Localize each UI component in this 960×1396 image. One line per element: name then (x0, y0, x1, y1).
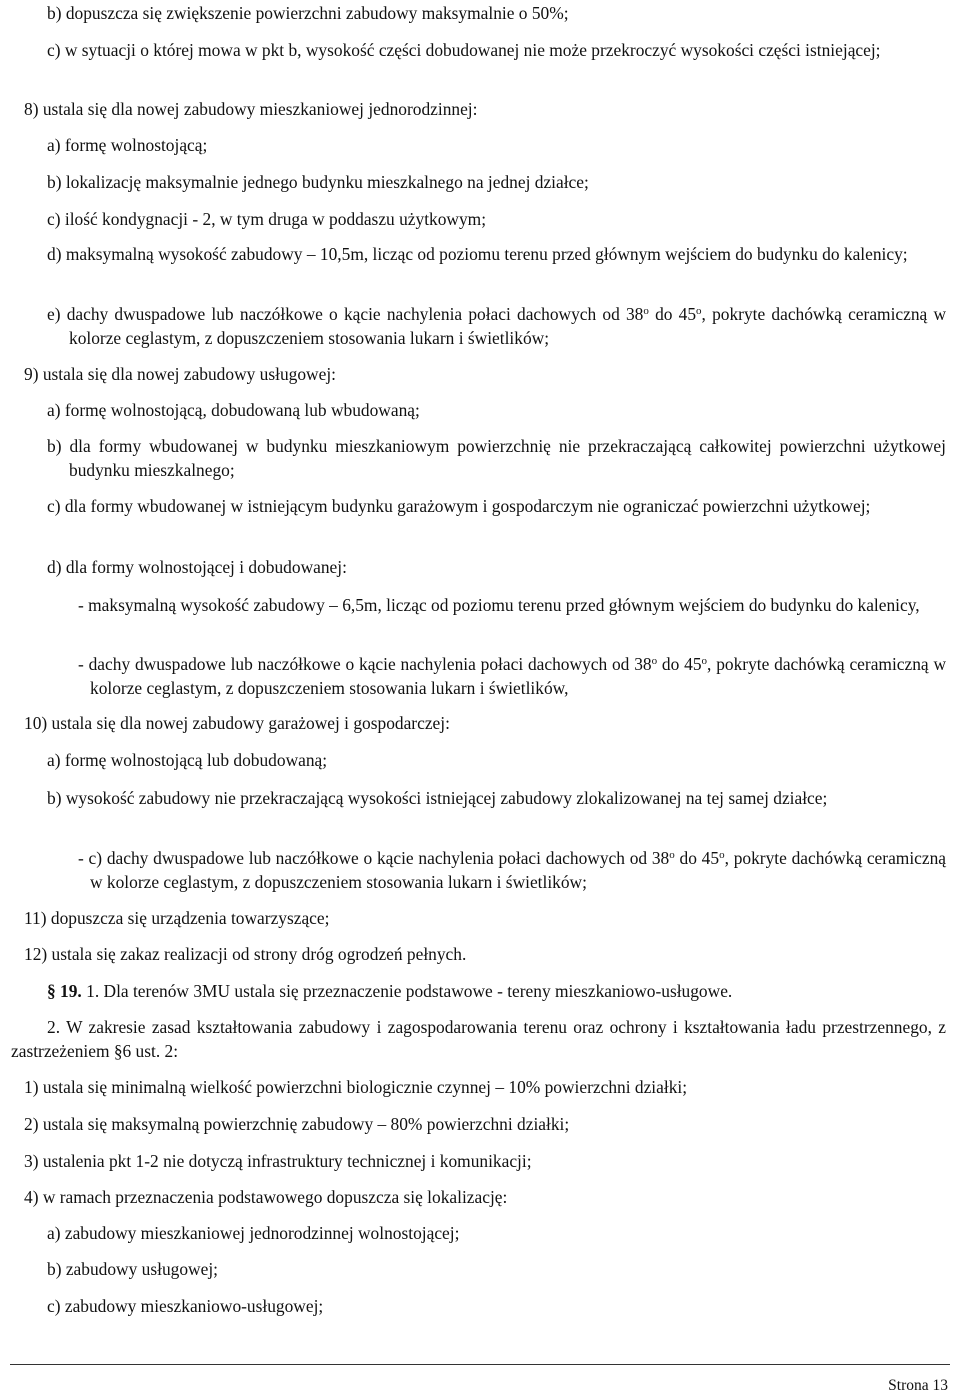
paragraph-9d: d) dla formy wolnostojącej i dobudowanej: (47, 557, 347, 577)
paragraph-11: 11) dopuszcza się urządzenia towarzyszące; (24, 908, 330, 928)
paragraph-10c-roofs: - c) dachy dwuspadowe lub naczółkowe o kącie nachylenia połaci dachowych od 38$^o$ do 45$^o$, pokryte dachówką ceramiczną w kolorze ceglastym, z dopuszczeniem stosowania lukarn i świetlików; (78, 848, 947, 892)
paragraph-19-4c: c) zabudowy mieszkaniowo-usługowej; (47, 1296, 324, 1316)
section-number: § 19. (47, 981, 82, 1001)
paragraph-b-area-increase: b) dopuszcza się zwiększenie powierzchni zabudowy maksymalnie o 50%; (47, 3, 569, 23)
paragraph-12: 12) ustala się zakaz realizacji od strony dróg ogrodzeń pełnych. (24, 944, 467, 964)
paragraph-19-4: 4) w ramach przeznaczenia podstawowego dopuszcza się lokalizację: (24, 1187, 508, 1207)
section-19-heading: § 19. 1. Dla terenów 3MU ustala się przeznaczenie podstawowe - tereny mieszkaniowo-usługowe. (47, 981, 733, 1001)
paragraph-8e: e) dachy dwuspadowe lub naczółkowe o kącie nachylenia połaci dachowych od 38$^o$ do 45$^o$, pokryte dachówką ceramiczną w kolorze ceglastym, z dopuszczeniem stosowania lukarn i świetlików; (47, 304, 946, 348)
footer-divider (10, 1364, 950, 1365)
paragraph-8c: c) ilość kondygnacji - 2, w tym druga w poddaszu użytkowym; (47, 209, 487, 229)
paragraph-19-3: 3) ustalenia pkt 1-2 nie dotyczą infrastruktury technicznej i komunikacji; (24, 1151, 532, 1171)
paragraph-19-1: 1) ustala się minimalną wielkość powierzchni biologicznie czynnej – 10% powierzchni działki; (24, 1077, 688, 1097)
paragraph-9a: a) formę wolnostojącą, dobudowaną lub wbudowaną; (47, 400, 420, 420)
paragraph-c-height-limit: c) w sytuacji o której mowa w pkt b, wysokość części dobudowanej nie może przekroczyć wysokości części istniejącej; (47, 40, 881, 60)
paragraph-9d-dash-height: - maksymalną wysokość zabudowy – 6,5m, licząc od poziomu terenu przed głównym wejściem do budynku do kalenicy, (78, 595, 920, 615)
paragraph-8a: a) formę wolnostojącą; (47, 135, 208, 155)
paragraph-10b: b) wysokość zabudowy nie przekraczającą wysokości istniejącej zabudowy zlokalizowanej na tej samej działce; (47, 788, 828, 808)
paragraph-8b: b) lokalizację maksymalnie jednego budynku mieszkalnego na jednej działce; (47, 172, 589, 192)
paragraph-10-garage: 10) ustala się dla nowej zabudowy garażowej i gospodarczej: (24, 713, 450, 733)
paragraph-8-single-family: 8) ustala się dla nowej zabudowy mieszkaniowej jednorodzinnej: (24, 99, 478, 119)
paragraph-9b: b) dla formy wbudowanej w budynku mieszkaniowym powierzchnię nie przekraczającą całkowitej powierzchni użytkowej budynku mieszkalnego; (47, 436, 946, 480)
paragraph-9c: c) dla formy wbudowanej w istniejącym budynku garażowym i gospodarczym nie ograniczać powierzchni użytkowej; (47, 496, 871, 516)
paragraph-9-services: 9) ustala się dla nowej zabudowy usługowej: (24, 364, 336, 384)
section-19-point-2: 2. W zakresie zasad kształtowania zabudowy i zagospodarowania terenu oraz ochrony i kształtowania ładu przestrzennego, z zastrzeżeniem §6 ust. 2: (11, 1017, 946, 1061)
paragraph-10a: a) formę wolnostojącą lub dobudowaną; (47, 750, 328, 770)
paragraph-19-2: 2) ustala się maksymalną powierzchnię zabudowy – 80% powierzchni działki; (24, 1114, 570, 1134)
page-number: Strona 13 (888, 1377, 948, 1394)
paragraph-19-4b: b) zabudowy usługowej; (47, 1259, 218, 1279)
paragraph-8d: d) maksymalną wysokość zabudowy – 10,5m, licząc od poziomu terenu przed głównym wejściem do budynku do kalenicy; (47, 244, 908, 264)
paragraph-9d-dash-roofs: - dachy dwuspadowe lub naczółkowe o kącie nachylenia połaci dachowych od 38$^o$ do 45$^o$, pokryte dachówką ceramiczną w kolorze ceglastym, z dopuszczeniem stosowania lukarn i świetlików, (78, 654, 947, 698)
paragraph-19-4a: a) zabudowy mieszkaniowej jednorodzinnej wolnostojącej; (47, 1223, 460, 1243)
